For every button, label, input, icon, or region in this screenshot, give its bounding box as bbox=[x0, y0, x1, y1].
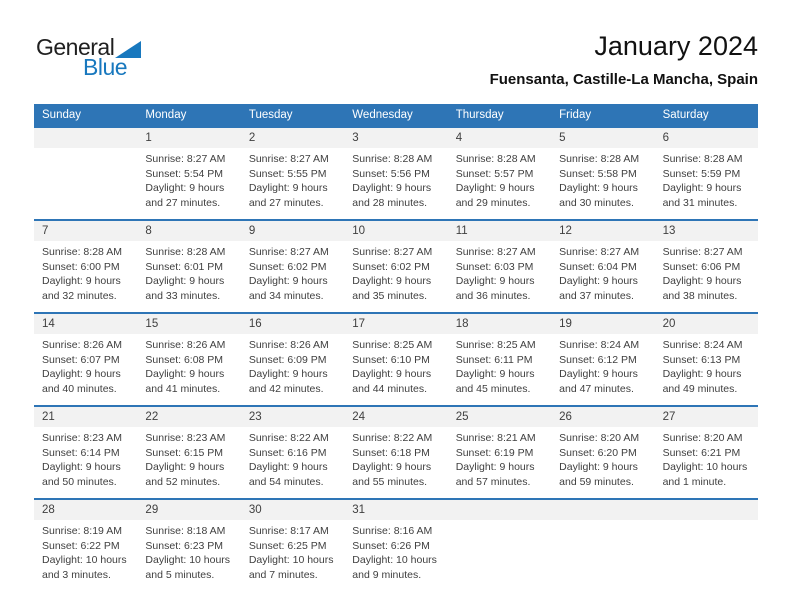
day-cell-16 bbox=[241, 314, 344, 405]
daylight-text-line1: Daylight: 9 hours bbox=[455, 275, 535, 288]
daylight-text-line1: Daylight: 9 hours bbox=[352, 275, 432, 288]
week-row-2 bbox=[34, 219, 758, 312]
daylight-text-line2: and 33 minutes. bbox=[145, 289, 221, 302]
sunrise-text: Sunrise: 8:17 AM bbox=[248, 525, 329, 537]
daylight-text-line2: and 30 minutes. bbox=[559, 196, 634, 209]
day-cell-15 bbox=[137, 314, 240, 405]
day-details bbox=[344, 241, 447, 303]
day-number: 9 bbox=[241, 221, 344, 241]
weekday-header-tuesday: Tuesday bbox=[248, 109, 293, 121]
day-number: 10 bbox=[344, 221, 447, 241]
day-details bbox=[241, 241, 344, 303]
daylight-text-line1: Daylight: 9 hours bbox=[248, 275, 328, 288]
daylight-text-line1: Daylight: 9 hours bbox=[42, 368, 121, 381]
day-cell-empty bbox=[551, 500, 654, 591]
day-cell-30 bbox=[241, 500, 344, 591]
daylight-text-line2: and 55 minutes. bbox=[352, 475, 427, 488]
daylight-text-line2: and 28 minutes. bbox=[352, 196, 427, 209]
day-cell-27 bbox=[655, 407, 758, 498]
day-details bbox=[344, 427, 447, 489]
day-details bbox=[344, 334, 447, 396]
day-cell-21 bbox=[34, 407, 137, 498]
daylight-text-line1: Daylight: 9 hours bbox=[145, 275, 225, 288]
day-details bbox=[551, 241, 654, 303]
daylight-text-line1: Daylight: 9 hours bbox=[145, 368, 225, 381]
sunset-text: Sunset: 6:11 PM bbox=[455, 353, 533, 366]
calendar-weeks bbox=[34, 126, 758, 591]
sunrise-text: Sunrise: 8:24 AM bbox=[662, 339, 743, 351]
day-cell-31 bbox=[344, 500, 447, 591]
day-details bbox=[448, 148, 551, 210]
day-details bbox=[655, 148, 758, 210]
daylight-text-line2: and 35 minutes. bbox=[352, 289, 427, 302]
day-details bbox=[34, 241, 137, 303]
day-number: 3 bbox=[344, 128, 447, 148]
sunset-text: Sunset: 6:15 PM bbox=[145, 446, 224, 459]
day-cell-19 bbox=[551, 314, 654, 405]
day-cell-5 bbox=[551, 128, 654, 219]
sunrise-text: Sunrise: 8:19 AM bbox=[42, 525, 122, 537]
sunset-text: Sunset: 6:13 PM bbox=[662, 353, 741, 366]
sunset-text: Sunset: 5:56 PM bbox=[352, 167, 430, 180]
sunrise-text: Sunrise: 8:27 AM bbox=[248, 246, 329, 258]
day-number bbox=[34, 128, 137, 148]
daylight-text-line2: and 45 minutes. bbox=[455, 382, 531, 395]
day-cell-empty bbox=[655, 500, 758, 591]
sunset-text: Sunset: 6:00 PM bbox=[42, 260, 120, 273]
day-number: 5 bbox=[551, 128, 654, 148]
day-cell-14 bbox=[34, 314, 137, 405]
day-cell-4 bbox=[448, 128, 551, 219]
day-details bbox=[241, 148, 344, 210]
day-details bbox=[137, 148, 240, 210]
daylight-text-line1: Daylight: 10 hours bbox=[662, 461, 748, 474]
day-details bbox=[344, 148, 447, 210]
day-cell-20 bbox=[655, 314, 758, 405]
sunrise-text: Sunrise: 8:26 AM bbox=[42, 339, 122, 351]
daylight-text-line1: Daylight: 9 hours bbox=[662, 368, 742, 381]
calendar bbox=[34, 104, 758, 591]
sunrise-text: Sunrise: 8:28 AM bbox=[559, 153, 640, 165]
daylight-text-line2: and 27 minutes. bbox=[145, 196, 221, 209]
weekday-header-sunday: Sunday bbox=[42, 109, 82, 121]
sunset-text: Sunset: 5:59 PM bbox=[662, 167, 741, 180]
sunset-text: Sunset: 6:01 PM bbox=[145, 260, 224, 273]
day-number: 2 bbox=[241, 128, 344, 148]
day-number: 14 bbox=[34, 314, 137, 334]
day-details bbox=[448, 334, 551, 396]
daylight-text-line2: and 37 minutes. bbox=[559, 289, 634, 302]
day-details bbox=[551, 334, 654, 396]
day-details bbox=[551, 427, 654, 489]
daylight-text-line1: Daylight: 10 hours bbox=[42, 554, 127, 567]
day-details bbox=[448, 241, 551, 303]
daylight-text-line2: and 40 minutes. bbox=[42, 382, 117, 395]
day-number bbox=[448, 500, 551, 520]
day-cell-7 bbox=[34, 221, 137, 312]
daylight-text-line1: Daylight: 9 hours bbox=[352, 182, 432, 195]
day-cell-3 bbox=[344, 128, 447, 219]
daylight-text-line1: Daylight: 9 hours bbox=[662, 275, 742, 288]
sunrise-text: Sunrise: 8:23 AM bbox=[145, 432, 226, 444]
daylight-text-line2: and 52 minutes. bbox=[145, 475, 221, 488]
sunset-text: Sunset: 6:20 PM bbox=[559, 446, 637, 459]
sunrise-text: Sunrise: 8:27 AM bbox=[455, 246, 536, 258]
daylight-text-line2: and 3 minutes. bbox=[42, 568, 111, 581]
daylight-text-line2: and 47 minutes. bbox=[559, 382, 634, 395]
daylight-text-line2: and 50 minutes. bbox=[42, 475, 117, 488]
weekday-header-monday: Monday bbox=[145, 109, 187, 121]
day-cell-10 bbox=[344, 221, 447, 312]
sunrise-text: Sunrise: 8:25 AM bbox=[455, 339, 536, 351]
page-title: January 2024 bbox=[594, 31, 758, 61]
day-cell-11 bbox=[448, 221, 551, 312]
day-number: 27 bbox=[655, 407, 758, 427]
day-cell-9 bbox=[241, 221, 344, 312]
day-number: 31 bbox=[344, 500, 447, 520]
day-cell-29 bbox=[137, 500, 240, 591]
day-details bbox=[34, 427, 137, 489]
day-cell-12 bbox=[551, 221, 654, 312]
page-subtitle: Fuensanta, Castille-La Mancha, Spain bbox=[489, 71, 758, 89]
sunrise-text: Sunrise: 8:16 AM bbox=[352, 525, 433, 537]
day-number: 15 bbox=[137, 314, 240, 334]
day-cell-22 bbox=[137, 407, 240, 498]
day-number: 11 bbox=[448, 221, 551, 241]
daylight-text-line1: Daylight: 9 hours bbox=[559, 275, 638, 288]
sunset-text: Sunset: 6:10 PM bbox=[352, 353, 430, 366]
daylight-text-line1: Daylight: 9 hours bbox=[662, 182, 742, 195]
week-row-3 bbox=[34, 312, 758, 405]
day-number: 16 bbox=[241, 314, 344, 334]
day-number: 23 bbox=[241, 407, 344, 427]
daylight-text-line2: and 36 minutes. bbox=[455, 289, 531, 302]
sunrise-text: Sunrise: 8:22 AM bbox=[352, 432, 433, 444]
daylight-text-line1: Daylight: 10 hours bbox=[352, 554, 437, 567]
daylight-text-line1: Daylight: 9 hours bbox=[455, 368, 535, 381]
sunrise-text: Sunrise: 8:21 AM bbox=[455, 432, 536, 444]
sunrise-text: Sunrise: 8:28 AM bbox=[662, 153, 743, 165]
day-number: 29 bbox=[137, 500, 240, 520]
sunset-text: Sunset: 6:03 PM bbox=[455, 260, 534, 273]
daylight-text-line1: Daylight: 9 hours bbox=[352, 368, 432, 381]
daylight-text-line2: and 44 minutes. bbox=[352, 382, 427, 395]
day-details bbox=[137, 427, 240, 489]
weekday-header-friday: Friday bbox=[559, 109, 592, 121]
sunset-text: Sunset: 6:02 PM bbox=[248, 260, 327, 273]
day-cell-17 bbox=[344, 314, 447, 405]
day-details bbox=[655, 334, 758, 396]
day-number: 19 bbox=[551, 314, 654, 334]
daylight-text-line2: and 54 minutes. bbox=[248, 475, 324, 488]
day-cell-28 bbox=[34, 500, 137, 591]
sunrise-text: Sunrise: 8:28 AM bbox=[145, 246, 226, 258]
day-number: 18 bbox=[448, 314, 551, 334]
sunrise-text: Sunrise: 8:28 AM bbox=[352, 153, 433, 165]
sunrise-text: Sunrise: 8:25 AM bbox=[352, 339, 433, 351]
day-details bbox=[655, 520, 758, 524]
sunrise-text: Sunrise: 8:20 AM bbox=[662, 432, 743, 444]
daylight-text-line1: Daylight: 9 hours bbox=[559, 182, 638, 195]
day-details bbox=[448, 520, 551, 524]
sunrise-text: Sunrise: 8:26 AM bbox=[145, 339, 226, 351]
day-details bbox=[448, 427, 551, 489]
day-number: 25 bbox=[448, 407, 551, 427]
weekday-header-saturday: Saturday bbox=[662, 109, 709, 121]
daylight-text-line1: Daylight: 10 hours bbox=[248, 554, 334, 567]
day-details bbox=[551, 520, 654, 524]
daylight-text-line2: and 29 minutes. bbox=[455, 196, 531, 209]
day-cell-18 bbox=[448, 314, 551, 405]
day-number: 24 bbox=[344, 407, 447, 427]
sunset-text: Sunset: 5:57 PM bbox=[455, 167, 534, 180]
daylight-text-line1: Daylight: 9 hours bbox=[42, 275, 121, 288]
day-details bbox=[344, 520, 447, 582]
sunrise-text: Sunrise: 8:24 AM bbox=[559, 339, 640, 351]
sunset-text: Sunset: 6:02 PM bbox=[352, 260, 430, 273]
page-header bbox=[0, 0, 792, 104]
day-number: 8 bbox=[137, 221, 240, 241]
day-number: 28 bbox=[34, 500, 137, 520]
sunset-text: Sunset: 6:09 PM bbox=[248, 353, 327, 366]
sunset-text: Sunset: 6:23 PM bbox=[145, 539, 224, 552]
sunset-text: Sunset: 6:08 PM bbox=[145, 353, 224, 366]
sunset-text: Sunset: 6:26 PM bbox=[352, 539, 430, 552]
daylight-text-line1: Daylight: 9 hours bbox=[248, 368, 328, 381]
day-details bbox=[241, 520, 344, 582]
daylight-text-line1: Daylight: 9 hours bbox=[352, 461, 432, 474]
day-number bbox=[655, 500, 758, 520]
daylight-text-line1: Daylight: 9 hours bbox=[145, 182, 225, 195]
sunset-text: Sunset: 6:07 PM bbox=[42, 353, 120, 366]
day-cell-13 bbox=[655, 221, 758, 312]
day-cell-25 bbox=[448, 407, 551, 498]
day-number: 13 bbox=[655, 221, 758, 241]
weekday-header-wednesday: Wednesday bbox=[352, 109, 413, 121]
general-blue-logo bbox=[36, 36, 156, 79]
day-number: 6 bbox=[655, 128, 758, 148]
sunrise-text: Sunrise: 8:27 AM bbox=[662, 246, 743, 258]
sunrise-text: Sunrise: 8:23 AM bbox=[42, 432, 122, 444]
daylight-text-line2: and 59 minutes. bbox=[559, 475, 634, 488]
day-number: 21 bbox=[34, 407, 137, 427]
sunset-text: Sunset: 6:12 PM bbox=[559, 353, 637, 366]
day-number: 7 bbox=[34, 221, 137, 241]
day-number: 4 bbox=[448, 128, 551, 148]
daylight-text-line2: and 57 minutes. bbox=[455, 475, 531, 488]
daylight-text-line2: and 7 minutes. bbox=[248, 568, 318, 581]
daylight-text-line1: Daylight: 9 hours bbox=[455, 182, 535, 195]
daylight-text-line1: Daylight: 9 hours bbox=[248, 461, 328, 474]
daylight-text-line2: and 9 minutes. bbox=[352, 568, 422, 581]
logo-text-blue: Blue bbox=[83, 54, 128, 80]
sunset-text: Sunset: 6:14 PM bbox=[42, 446, 120, 459]
day-number: 1 bbox=[137, 128, 240, 148]
daylight-text-line1: Daylight: 9 hours bbox=[145, 461, 225, 474]
daylight-text-line1: Daylight: 9 hours bbox=[455, 461, 535, 474]
daylight-text-line2: and 5 minutes. bbox=[145, 568, 215, 581]
sunrise-text: Sunrise: 8:28 AM bbox=[455, 153, 536, 165]
daylight-text-line1: Daylight: 9 hours bbox=[248, 182, 328, 195]
sunrise-text: Sunrise: 8:27 AM bbox=[248, 153, 329, 165]
sunset-text: Sunset: 6:19 PM bbox=[455, 446, 534, 459]
day-cell-24 bbox=[344, 407, 447, 498]
day-details bbox=[551, 148, 654, 210]
weekday-header-thursday: Thursday bbox=[455, 109, 504, 121]
day-number bbox=[551, 500, 654, 520]
daylight-text-line2: and 27 minutes. bbox=[248, 196, 324, 209]
sunrise-text: Sunrise: 8:18 AM bbox=[145, 525, 226, 537]
sunset-text: Sunset: 6:04 PM bbox=[559, 260, 637, 273]
week-row-4 bbox=[34, 405, 758, 498]
sunset-text: Sunset: 6:06 PM bbox=[662, 260, 741, 273]
day-cell-empty bbox=[34, 128, 137, 219]
daylight-text-line2: and 38 minutes. bbox=[662, 289, 738, 302]
day-cell-1 bbox=[137, 128, 240, 219]
day-cell-empty bbox=[448, 500, 551, 591]
day-cell-26 bbox=[551, 407, 654, 498]
daylight-text-line2: and 32 minutes. bbox=[42, 289, 117, 302]
sunset-text: Sunset: 6:16 PM bbox=[248, 446, 327, 459]
sunset-text: Sunset: 5:55 PM bbox=[248, 167, 327, 180]
day-details bbox=[655, 241, 758, 303]
week-row-1 bbox=[34, 126, 758, 219]
sunrise-text: Sunrise: 8:27 AM bbox=[352, 246, 433, 258]
day-details bbox=[241, 334, 344, 396]
sunrise-text: Sunrise: 8:27 AM bbox=[559, 246, 640, 258]
day-cell-6 bbox=[655, 128, 758, 219]
day-cell-23 bbox=[241, 407, 344, 498]
day-details bbox=[137, 241, 240, 303]
day-details bbox=[241, 427, 344, 489]
day-details bbox=[34, 520, 137, 582]
daylight-text-line2: and 34 minutes. bbox=[248, 289, 324, 302]
day-number: 12 bbox=[551, 221, 654, 241]
day-details bbox=[34, 148, 137, 152]
day-number: 22 bbox=[137, 407, 240, 427]
sunset-text: Sunset: 6:22 PM bbox=[42, 539, 120, 552]
weekday-header-row bbox=[34, 104, 758, 126]
day-details bbox=[137, 334, 240, 396]
sunrise-text: Sunrise: 8:28 AM bbox=[42, 246, 122, 258]
daylight-text-line2: and 49 minutes. bbox=[662, 382, 738, 395]
sunrise-text: Sunrise: 8:26 AM bbox=[248, 339, 329, 351]
day-number: 30 bbox=[241, 500, 344, 520]
daylight-text-line2: and 42 minutes. bbox=[248, 382, 324, 395]
logo-text-general: General bbox=[36, 34, 115, 60]
day-details bbox=[137, 520, 240, 582]
day-details bbox=[34, 334, 137, 396]
sunrise-text: Sunrise: 8:20 AM bbox=[559, 432, 640, 444]
sunset-text: Sunset: 5:58 PM bbox=[559, 167, 637, 180]
sunset-text: Sunset: 6:18 PM bbox=[352, 446, 430, 459]
day-cell-8 bbox=[137, 221, 240, 312]
daylight-text-line1: Daylight: 9 hours bbox=[559, 368, 638, 381]
sunset-text: Sunset: 6:21 PM bbox=[662, 446, 741, 459]
day-number: 26 bbox=[551, 407, 654, 427]
sunrise-text: Sunrise: 8:22 AM bbox=[248, 432, 329, 444]
daylight-text-line1: Daylight: 9 hours bbox=[559, 461, 638, 474]
daylight-text-line2: and 1 minute. bbox=[662, 475, 727, 488]
sunset-text: Sunset: 5:54 PM bbox=[145, 167, 224, 180]
day-details bbox=[655, 427, 758, 489]
daylight-text-line1: Daylight: 9 hours bbox=[42, 461, 121, 474]
daylight-text-line1: Daylight: 10 hours bbox=[145, 554, 231, 567]
daylight-text-line2: and 31 minutes. bbox=[662, 196, 738, 209]
day-cell-2 bbox=[241, 128, 344, 219]
sunset-text: Sunset: 6:25 PM bbox=[248, 539, 327, 552]
day-number: 17 bbox=[344, 314, 447, 334]
week-row-5 bbox=[34, 498, 758, 591]
day-number: 20 bbox=[655, 314, 758, 334]
daylight-text-line2: and 41 minutes. bbox=[145, 382, 221, 395]
sunrise-text: Sunrise: 8:27 AM bbox=[145, 153, 226, 165]
